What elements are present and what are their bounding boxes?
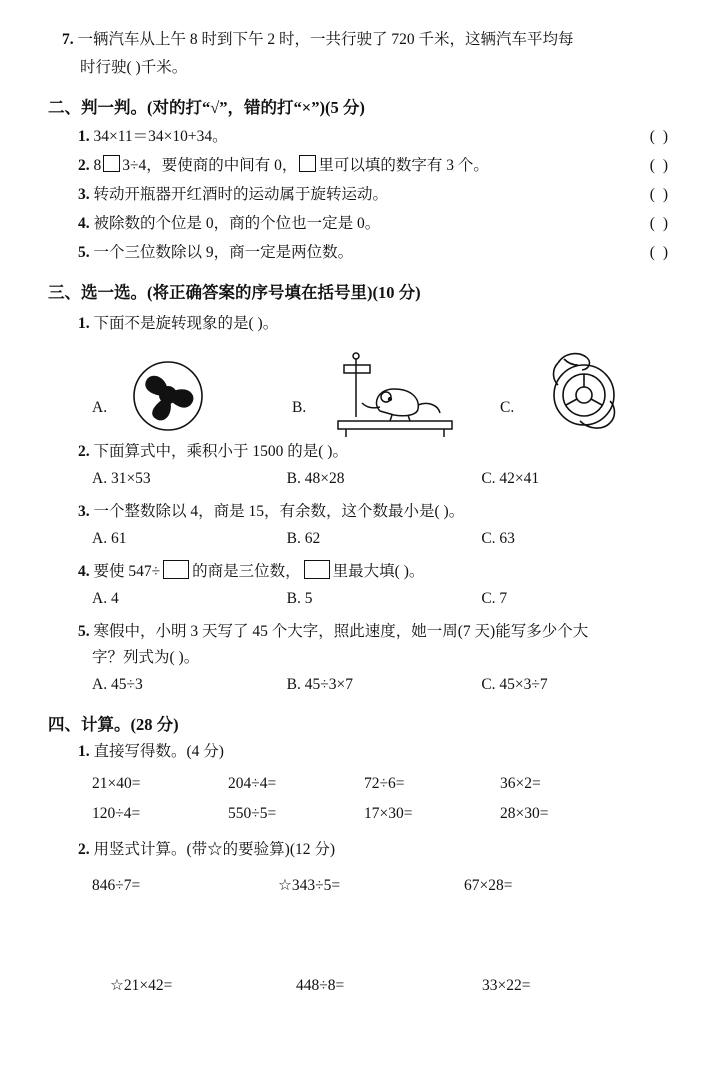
calc-1-item[interactable]: 204÷4=: [228, 775, 277, 792]
choice-5-number: 5.: [78, 623, 90, 640]
tf-item-2: [48, 151, 676, 180]
choice-3-option-a[interactable]: A. 61: [92, 530, 127, 547]
choice-3-text: 一个整数除以 4，商是 15，有余数，这个数最小是( )。: [93, 503, 465, 520]
tf-item-5-text: 一个三位数除以 9，商一定是两位数。: [93, 244, 354, 261]
choice-4-option-c[interactable]: C. 7: [481, 590, 508, 607]
tf-item-5: [48, 238, 676, 267]
tf-item-2-text-a: 8: [93, 157, 102, 174]
choice-4-text-a: 要使 547÷: [93, 563, 161, 580]
calc-1-number: 1.: [78, 743, 90, 760]
choice-2-text: 下面算式中，乘积小于 1500 的是( )。: [93, 443, 348, 460]
section-4-title: 四、计算。: [48, 715, 131, 734]
tf-item-4-answer-bracket[interactable]: ( ): [649, 215, 670, 232]
choice-5-option-a[interactable]: A. 45÷3: [92, 676, 143, 693]
calc-2-item[interactable]: ☆343÷5=: [278, 877, 341, 894]
tf-item-4-number: 4.: [78, 215, 90, 232]
section-3-heading: [48, 279, 676, 307]
choice-3-option-b[interactable]: B. 62: [286, 530, 321, 547]
choice-3: [48, 499, 676, 525]
choice-1-figures: [48, 343, 676, 439]
choice-5: [48, 619, 676, 645]
tf-item-1: [48, 122, 676, 151]
tf-item-2-text-b: 3÷4，要使商的中间有 0，: [122, 157, 298, 174]
tf-item-1-answer-bracket[interactable]: ( ): [649, 128, 670, 145]
tf-item-1-text: 34×11＝34×10+34。: [93, 128, 228, 145]
section-2-subtitle: (对的打“√”，错的打“×”)(5 分): [147, 98, 365, 117]
tf-item-2-text-c: 里可以填的数字有 3 个。: [318, 157, 489, 174]
tf-item-3-number: 3.: [78, 186, 90, 203]
tf-item-3: [48, 180, 676, 209]
calc-2: [48, 837, 676, 863]
calc-1-row-2: [48, 799, 676, 829]
choice-1-option-b-label[interactable]: B.: [292, 399, 307, 416]
fan-icon: [122, 353, 214, 444]
tf-item-4-text: 被除数的个位是 0，商的个位也一定是 0。: [93, 215, 381, 232]
calc-2-row-1: [48, 871, 676, 901]
choice-4-option-a[interactable]: A. 4: [92, 590, 119, 607]
choice-4-number: 4.: [78, 563, 90, 580]
choice-3-option-c[interactable]: C. 63: [481, 530, 515, 547]
calc-1-item[interactable]: 72÷6=: [364, 775, 405, 792]
choice-3-number: 3.: [78, 503, 90, 520]
choice-1: [48, 311, 676, 337]
blank-box-icon[interactable]: [299, 155, 316, 172]
calc-1-row-1: [48, 769, 676, 799]
choice-5-text-line-1: 寒假中，小明 3 天写了 45 个大字，照此速度，她一周(7 天)能写多少个大: [93, 623, 589, 640]
blank-box-icon[interactable]: [103, 155, 120, 172]
calc-2-item[interactable]: 67×28=: [464, 877, 513, 894]
calc-2-text: 用竖式计算。(带☆的要验算)(12 分): [93, 841, 336, 858]
calc-1-text: 直接写得数。(4 分): [93, 743, 224, 760]
choice-4-options: [48, 585, 676, 613]
tf-item-5-number: 5.: [78, 244, 90, 261]
section-3-subtitle: (将正确答案的序号填在括号里)(10 分): [147, 283, 421, 302]
calc-1-item[interactable]: 28×30=: [500, 805, 549, 822]
choice-2-number: 2.: [78, 443, 90, 460]
choice-4-text-c: 里最大填( )。: [332, 563, 425, 580]
choice-2-option-b[interactable]: B. 48×28: [286, 470, 345, 487]
tf-item-4: [48, 209, 676, 238]
tf-item-2-number: 2.: [78, 157, 90, 174]
tf-item-5-answer-bracket[interactable]: ( ): [649, 244, 670, 261]
choice-5-option-c[interactable]: C. 45×3÷7: [481, 676, 548, 693]
calc-2-item[interactable]: 448÷8=: [296, 977, 345, 994]
choice-4-option-b[interactable]: B. 5: [286, 590, 313, 607]
question-7-text-1: 一辆汽车从上午 8 时到下午 2 时，一共行驶了 720 千米，这辆汽车平均每: [77, 31, 574, 48]
blank-box-icon[interactable]: [163, 560, 189, 579]
section-2-heading: [48, 94, 676, 122]
choice-5-line-2: 字？列式为( )。: [92, 649, 200, 666]
choice-2-options: [48, 465, 676, 493]
calc-1: [48, 739, 676, 765]
choice-2-option-a[interactable]: A. 31×53: [92, 470, 151, 487]
tf-item-3-answer-bracket[interactable]: ( ): [649, 186, 670, 203]
choice-1-text: 下面不是旋转现象的是( )。: [93, 315, 279, 332]
calc-2-number: 2.: [78, 841, 90, 858]
calc-1-item[interactable]: 120÷4=: [92, 805, 141, 822]
tf-item-3-text: 转动开瓶器开红酒时的运动属于旋转运动。: [93, 186, 389, 203]
tf-item-1-number: 1.: [78, 128, 90, 145]
choice-3-options: [48, 525, 676, 553]
section-4-subtitle: (28 分): [130, 715, 179, 734]
calc-2-row-2: [48, 971, 676, 1001]
tf-item-2-answer-bracket[interactable]: ( ): [649, 157, 670, 174]
mouse-treadmill-icon: [320, 345, 470, 444]
question-7-line-2: 时行驶( )千米。: [80, 59, 188, 76]
section-2-title: 二、判一判。: [48, 98, 147, 117]
worksheet-content: [48, 26, 676, 1001]
section-3-title: 三、选一选。: [48, 283, 147, 302]
question-7-number: 7.: [62, 31, 74, 48]
choice-1-option-c-label[interactable]: C.: [500, 399, 515, 416]
calc-2-item[interactable]: 33×22=: [482, 977, 531, 994]
question-7: [48, 26, 676, 82]
choice-4-text-b: 的商是三位数，: [192, 563, 301, 580]
calc-2-item[interactable]: ☆21×42=: [110, 977, 173, 994]
choice-5-option-b[interactable]: B. 45÷3×7: [286, 676, 354, 693]
steering-wheel-icon: [528, 343, 638, 444]
choice-5-options: [48, 671, 676, 699]
choice-1-number: 1.: [78, 315, 90, 332]
section-4-heading: [48, 711, 676, 739]
choice-2-option-c[interactable]: C. 42×41: [481, 470, 540, 487]
choice-1-option-a-label[interactable]: A.: [92, 399, 108, 416]
question-7-line-1: [62, 26, 676, 54]
calc-1-item[interactable]: 17×30=: [364, 805, 413, 822]
calc-1-item[interactable]: 36×2=: [500, 775, 541, 792]
blank-box-icon[interactable]: [304, 560, 330, 579]
calc-2-item[interactable]: 846÷7=: [92, 877, 141, 894]
calc-1-item[interactable]: 550÷5=: [228, 805, 277, 822]
choice-4: [48, 559, 676, 585]
calc-1-item[interactable]: 21×40=: [92, 775, 141, 792]
